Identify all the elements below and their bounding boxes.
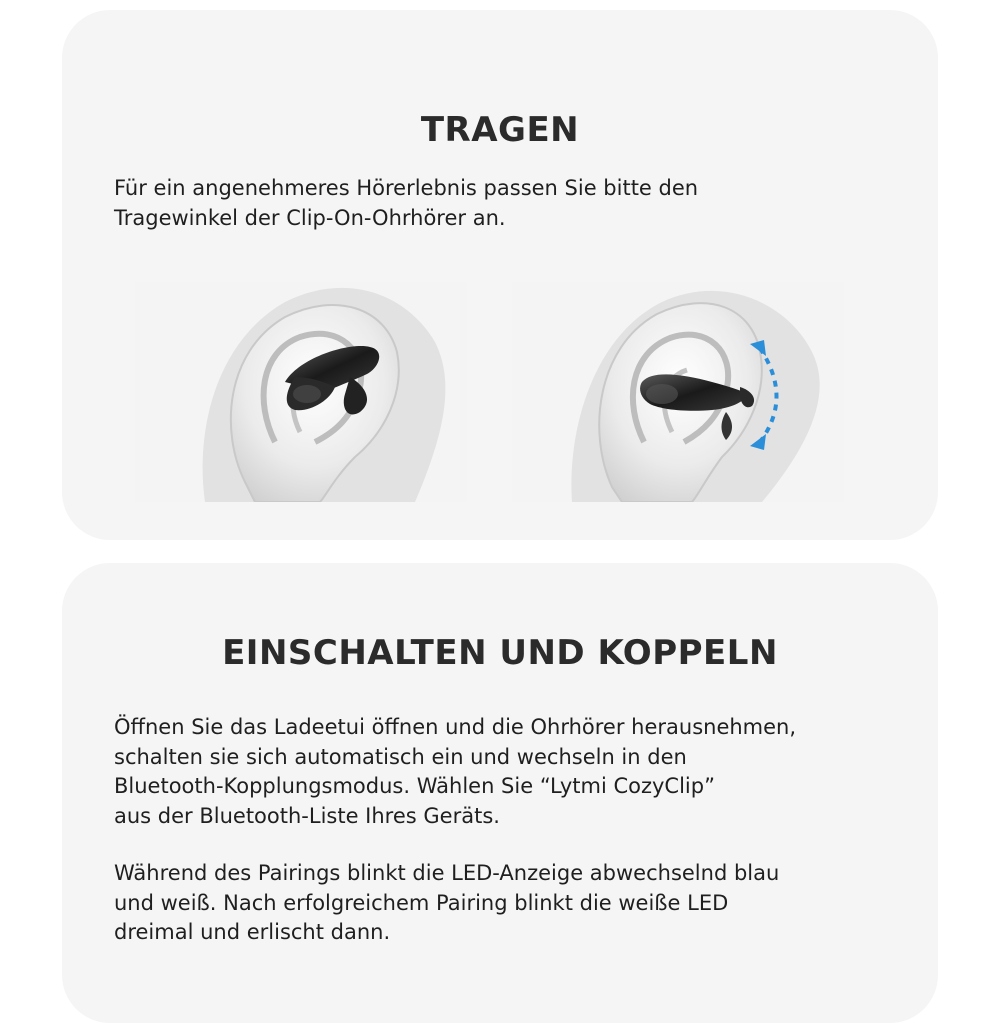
ear-with-earbud-image bbox=[135, 282, 467, 502]
pairing-section-card bbox=[62, 563, 938, 1023]
pairing-instructions-text: Öffnen Sie das Ladeetui öffnen und die Ohrhörer herausnehmen, schalten sie sich automatisch ein und wechseln in den Bluetooth-Kopplungsmodus. Wählen Sie “Lytmi CozyClip” aus der Bluetooth-Liste Ihres Geräts. bbox=[114, 715, 797, 828]
pairing-section-title: EINSCHALTEN UND KOPPELN bbox=[222, 633, 778, 673]
wearing-section-title: TRAGEN bbox=[420, 110, 580, 150]
wearing-section-card bbox=[62, 10, 938, 540]
ear-with-earbud-angle-image bbox=[512, 282, 844, 502]
wearing-instructions-text: Für ein angenehmeres Hörerlebnis passen Sie bitte den Tragewinkel der Clip-On-Ohrhörer an. bbox=[114, 176, 699, 230]
led-indicator-text: Während des Pairings blinkt die LED-Anzeige abwechselnd blau und weiß. Nach erfolgreichem Pairing blinkt die weiße LED dreimal und erlischt dann. bbox=[114, 861, 780, 944]
